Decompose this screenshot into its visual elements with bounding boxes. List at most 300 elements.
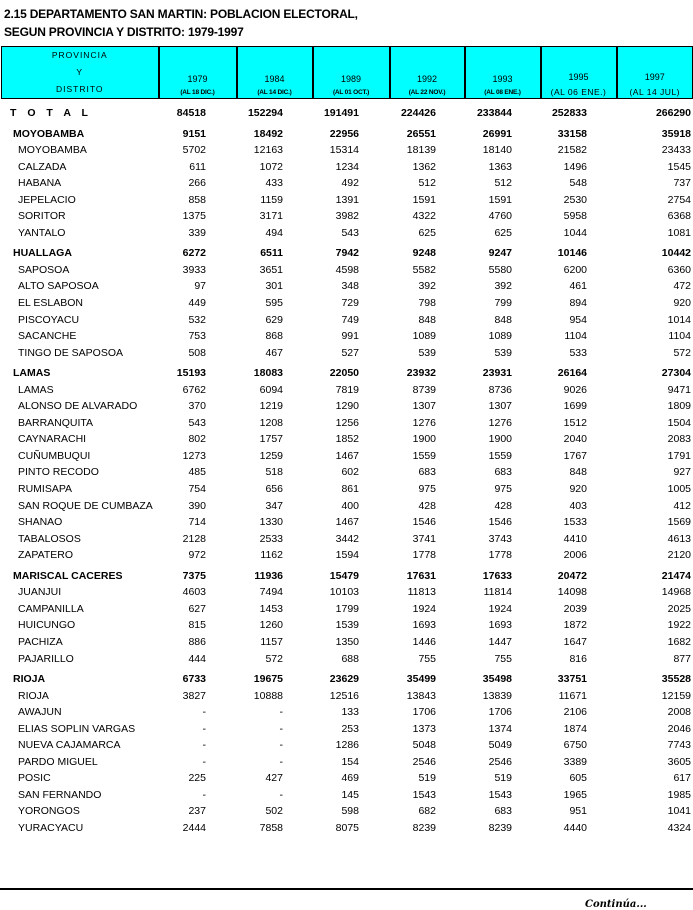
row-label: HUALLAGA bbox=[13, 247, 72, 260]
cell-value: 370 bbox=[188, 400, 206, 413]
cell-value: 467 bbox=[265, 346, 283, 359]
cell-value: 27304 bbox=[661, 367, 691, 380]
row-label: RIOJA bbox=[13, 673, 46, 686]
cell-value: 877 bbox=[673, 652, 691, 665]
cell-value: 848 bbox=[494, 313, 512, 326]
cell-value: 253 bbox=[341, 722, 359, 735]
cell-value: 625 bbox=[418, 226, 436, 239]
cell-value: 1446 bbox=[412, 635, 436, 648]
cell-value: 802 bbox=[188, 433, 206, 446]
cell-value: 3741 bbox=[412, 532, 436, 545]
cell-value: 991 bbox=[341, 330, 359, 343]
cell-value: 6368 bbox=[667, 210, 691, 223]
cell-value: 2533 bbox=[259, 532, 283, 545]
cell-value: 629 bbox=[265, 313, 283, 326]
cell-value: 548 bbox=[569, 177, 587, 190]
cell-value: 5049 bbox=[488, 739, 512, 752]
row-label: HUICUNGO bbox=[18, 619, 76, 632]
cell-value: 975 bbox=[494, 483, 512, 496]
province-row bbox=[0, 365, 693, 382]
cell-value: 3171 bbox=[259, 210, 283, 223]
cell-value: 1219 bbox=[259, 400, 283, 413]
cell-value: 6511 bbox=[260, 247, 283, 260]
cell-value: 4410 bbox=[563, 532, 587, 545]
row-label: CAYNARACHI bbox=[18, 433, 87, 446]
cell-value: 348 bbox=[341, 280, 359, 293]
header-col-1993 bbox=[465, 47, 541, 99]
cell-value: 3743 bbox=[488, 532, 512, 545]
cell-value: 2530 bbox=[563, 193, 587, 206]
cell-value: 1569 bbox=[667, 516, 691, 529]
row-label: PISCOYACU bbox=[18, 313, 80, 326]
district-row bbox=[0, 262, 693, 279]
cell-value: 894 bbox=[569, 297, 587, 310]
cell-value: 33751 bbox=[557, 673, 587, 686]
cell-value: 2006 bbox=[563, 549, 587, 562]
cell-value: 26551 bbox=[406, 127, 436, 140]
cell-value: 1350 bbox=[335, 635, 359, 648]
cell-value: 602 bbox=[341, 466, 359, 479]
header-year: 1984 bbox=[264, 74, 285, 84]
cell-value: 1559 bbox=[488, 449, 512, 462]
cell-value: 492 bbox=[341, 177, 359, 190]
cell-value: 18139 bbox=[406, 144, 436, 157]
cell-value: 145 bbox=[341, 788, 359, 801]
cell-value: 1591 bbox=[412, 193, 436, 206]
cell-value: 755 bbox=[418, 652, 436, 665]
cell-value: 5702 bbox=[182, 144, 206, 157]
cell-value: 954 bbox=[569, 313, 587, 326]
cell-value: 1872 bbox=[563, 619, 587, 632]
cell-value: 7494 bbox=[259, 586, 283, 599]
cell-value: 133 bbox=[341, 706, 359, 719]
row-label: YANTALO bbox=[18, 226, 66, 239]
cell-value: 1373 bbox=[412, 722, 436, 735]
cell-value: 5048 bbox=[412, 739, 436, 752]
cell-value: 9026 bbox=[563, 383, 587, 396]
cell-value: 11813 bbox=[407, 586, 436, 599]
cell-value: 428 bbox=[494, 499, 512, 512]
cell-value: 5958 bbox=[563, 210, 587, 223]
province-row bbox=[0, 671, 693, 688]
cell-value: 35499 bbox=[406, 673, 436, 686]
district-row bbox=[0, 295, 693, 312]
cell-value: 975 bbox=[418, 483, 436, 496]
cell-value: 858 bbox=[188, 193, 206, 206]
cell-value: 605 bbox=[569, 772, 587, 785]
district-row bbox=[0, 481, 693, 498]
cell-value: 3605 bbox=[667, 755, 691, 768]
cell-value: 97 bbox=[194, 280, 206, 293]
cell-value: 1104 bbox=[564, 330, 587, 343]
table-title-line2: SEGUN PROVINCIA Y DISTRITO: 1979-1997 bbox=[4, 25, 244, 39]
district-row bbox=[0, 754, 693, 771]
cell-value: 1307 bbox=[488, 400, 512, 413]
cell-value: 1809 bbox=[667, 400, 691, 413]
row-label: SORITOR bbox=[18, 210, 66, 223]
cell-value: 15314 bbox=[329, 144, 359, 157]
cell-value: 5580 bbox=[488, 263, 512, 276]
cell-value: 1276 bbox=[412, 416, 436, 429]
cell-value: 225 bbox=[188, 772, 206, 785]
row-label: SHANAO bbox=[18, 516, 63, 529]
row-label: CALZADA bbox=[18, 160, 67, 173]
row-label: SAN FERNANDO bbox=[18, 788, 102, 801]
cell-value: 4760 bbox=[488, 210, 512, 223]
bottom-rule bbox=[0, 888, 693, 890]
row-label: RUMISAPA bbox=[18, 483, 73, 496]
cell-value: 519 bbox=[418, 772, 436, 785]
cell-value: 1362 bbox=[412, 160, 436, 173]
cell-value: 14968 bbox=[661, 586, 691, 599]
cell-value: 502 bbox=[265, 805, 283, 818]
cell-value: 472 bbox=[673, 280, 691, 293]
row-label: ZAPATERO bbox=[18, 549, 74, 562]
cell-value: 1374 bbox=[488, 722, 512, 735]
cell-value: 972 bbox=[188, 549, 206, 562]
district-row bbox=[0, 737, 693, 754]
cell-value: 12159 bbox=[661, 689, 691, 702]
cell-value: 1757 bbox=[259, 433, 283, 446]
row-label: SAN ROQUE DE CUMBAZA bbox=[18, 499, 153, 512]
cell-value: 1453 bbox=[259, 602, 283, 615]
cell-value: 1965 bbox=[563, 788, 587, 801]
cell-value: 861 bbox=[341, 483, 359, 496]
cell-value: 9247 bbox=[488, 247, 512, 260]
row-label: NUEVA CAJAMARCA bbox=[18, 739, 121, 752]
cell-value: 3389 bbox=[563, 755, 587, 768]
header-date: (AL 06 ENE.) bbox=[550, 87, 607, 97]
district-row bbox=[0, 547, 693, 564]
district-row bbox=[0, 415, 693, 432]
cell-value: 9248 bbox=[412, 247, 436, 260]
cell-value: 485 bbox=[188, 466, 206, 479]
table-header bbox=[1, 46, 693, 99]
cell-value: 688 bbox=[341, 652, 359, 665]
cell-value: 927 bbox=[673, 466, 691, 479]
cell-value: 2128 bbox=[182, 532, 206, 545]
cell-value: 1081 bbox=[667, 226, 691, 239]
cell-value: 3651 bbox=[259, 263, 283, 276]
cell-value: 11936 bbox=[254, 569, 283, 582]
cell-value: 1543 bbox=[488, 788, 512, 801]
district-row bbox=[0, 704, 693, 721]
cell-value: 390 bbox=[188, 499, 206, 512]
cell-value: 1900 bbox=[412, 433, 436, 446]
district-row bbox=[0, 328, 693, 345]
cell-value: 682 bbox=[418, 805, 436, 818]
header-date: (AL 01 OCT.) bbox=[332, 89, 370, 96]
cell-value: 2546 bbox=[412, 755, 436, 768]
row-label: AWAJUN bbox=[18, 706, 62, 719]
district-row bbox=[0, 225, 693, 242]
cell-value: 35498 bbox=[482, 673, 512, 686]
cell-value: 4440 bbox=[563, 821, 587, 834]
cell-value: 1159 bbox=[260, 193, 283, 206]
district-row bbox=[0, 820, 693, 837]
row-label: LAMAS bbox=[18, 383, 54, 396]
cell-value: 1290 bbox=[335, 400, 359, 413]
cell-value: 1778 bbox=[488, 549, 512, 562]
row-label: TINGO DE SAPOSOA bbox=[18, 346, 124, 359]
cell-value: 14098 bbox=[557, 586, 587, 599]
cell-value: 427 bbox=[265, 772, 283, 785]
cell-value: 8736 bbox=[488, 383, 512, 396]
cell-value: 2120 bbox=[667, 549, 691, 562]
cell-value: 543 bbox=[188, 416, 206, 429]
header-year: 1997 bbox=[644, 72, 665, 82]
cell-value: 799 bbox=[494, 297, 512, 310]
province-row bbox=[0, 245, 693, 262]
row-label: PINTO RECODO bbox=[18, 466, 99, 479]
district-row bbox=[0, 192, 693, 209]
cell-value: 1162 bbox=[260, 549, 283, 562]
header-col-1992 bbox=[390, 47, 465, 99]
cell-value: 617 bbox=[673, 772, 691, 785]
cell-value: 1014 bbox=[667, 313, 691, 326]
district-row bbox=[0, 498, 693, 515]
cell-value: 469 bbox=[341, 772, 359, 785]
cell-value: 2040 bbox=[563, 433, 587, 446]
cell-value: - bbox=[202, 788, 206, 801]
total-row bbox=[0, 105, 693, 122]
cell-value: 4613 bbox=[667, 532, 691, 545]
header-date: (AL 14 DIC.) bbox=[257, 89, 292, 96]
cell-value: 22956 bbox=[329, 127, 359, 140]
cell-value: 4598 bbox=[335, 263, 359, 276]
cell-value: 6750 bbox=[563, 739, 587, 752]
header-year: 1992 bbox=[416, 74, 438, 84]
row-label: JUANJUI bbox=[18, 586, 62, 599]
cell-value: 1545 bbox=[667, 160, 691, 173]
district-row bbox=[0, 688, 693, 705]
cell-value: 19675 bbox=[253, 673, 283, 686]
cell-value: 1467 bbox=[335, 449, 359, 462]
cell-value: 3442 bbox=[335, 532, 359, 545]
row-label: MOYOBAMBA bbox=[13, 127, 85, 140]
cell-value: 886 bbox=[188, 635, 206, 648]
cell-value: 233844 bbox=[476, 107, 512, 119]
cell-value: 11671 bbox=[558, 689, 587, 702]
district-row bbox=[0, 208, 693, 225]
cell-value: 266 bbox=[188, 177, 206, 190]
cell-value: 848 bbox=[418, 313, 436, 326]
cell-value: 10146 bbox=[557, 247, 587, 260]
cell-value: 539 bbox=[494, 346, 512, 359]
cell-value: 301 bbox=[265, 280, 283, 293]
cell-value: 18140 bbox=[482, 144, 512, 157]
header-label-provincia: PROVINCIA bbox=[51, 50, 108, 60]
district-row bbox=[0, 634, 693, 651]
cell-value: 6762 bbox=[182, 383, 206, 396]
cell-value: 527 bbox=[341, 346, 359, 359]
cell-value: 3933 bbox=[182, 263, 206, 276]
cell-value: 512 bbox=[418, 177, 436, 190]
cell-value: 1512 bbox=[563, 416, 587, 429]
cell-value: 798 bbox=[418, 297, 436, 310]
cell-value: 8239 bbox=[412, 821, 436, 834]
cell-value: 8075 bbox=[335, 821, 359, 834]
cell-value: 1504 bbox=[667, 416, 691, 429]
cell-value: 920 bbox=[569, 483, 587, 496]
district-row bbox=[0, 770, 693, 787]
cell-value: 1234 bbox=[335, 160, 359, 173]
row-label: ALTO SAPOSOA bbox=[18, 280, 99, 293]
cell-value: 1693 bbox=[488, 619, 512, 632]
district-row bbox=[0, 787, 693, 804]
continue-label: Continúa... bbox=[585, 899, 647, 910]
cell-value: 35918 bbox=[661, 127, 691, 140]
cell-value: 1693 bbox=[412, 619, 436, 632]
cell-value: 1467 bbox=[335, 516, 359, 529]
cell-value: 17631 bbox=[406, 569, 436, 582]
cell-value: - bbox=[279, 739, 283, 752]
cell-value: 26991 bbox=[482, 127, 512, 140]
district-row bbox=[0, 464, 693, 481]
cell-value: 494 bbox=[265, 226, 283, 239]
cell-value: 755 bbox=[494, 652, 512, 665]
cell-value: - bbox=[279, 788, 283, 801]
cell-value: 15193 bbox=[176, 367, 206, 380]
cell-value: 2046 bbox=[667, 722, 691, 735]
cell-value: 1924 bbox=[412, 602, 436, 615]
cell-value: 1924 bbox=[488, 602, 512, 615]
district-row bbox=[0, 514, 693, 531]
cell-value: 1363 bbox=[488, 160, 512, 173]
cell-value: 347 bbox=[265, 499, 283, 512]
cell-value: 1591 bbox=[488, 193, 512, 206]
cell-value: 1791 bbox=[667, 449, 691, 462]
cell-value: 4322 bbox=[412, 210, 436, 223]
header-date: (AL 08 ENE.) bbox=[484, 89, 521, 96]
cell-value: - bbox=[202, 706, 206, 719]
cell-value: 1799 bbox=[335, 602, 359, 615]
cell-value: 2546 bbox=[488, 755, 512, 768]
header-date: (AL 14 JUL) bbox=[629, 87, 681, 97]
cell-value: 1447 bbox=[488, 635, 512, 648]
cell-value: 1089 bbox=[488, 330, 512, 343]
cell-value: 1594 bbox=[335, 549, 359, 562]
district-row bbox=[0, 584, 693, 601]
cell-value: 729 bbox=[341, 297, 359, 310]
cell-value: 6733 bbox=[182, 673, 206, 686]
cell-value: 412 bbox=[673, 499, 691, 512]
row-label: RIOJA bbox=[18, 689, 49, 702]
cell-value: 1559 bbox=[412, 449, 436, 462]
row-label: BARRANQUITA bbox=[18, 416, 94, 429]
cell-value: 433 bbox=[265, 177, 283, 190]
cell-value: 815 bbox=[188, 619, 206, 632]
cell-value: - bbox=[279, 722, 283, 735]
cell-value: 23629 bbox=[329, 673, 359, 686]
cell-value: 1089 bbox=[412, 330, 436, 343]
district-row bbox=[0, 531, 693, 548]
cell-value: 7942 bbox=[335, 247, 359, 260]
cell-value: 1044 bbox=[563, 226, 587, 239]
cell-value: 3982 bbox=[335, 210, 359, 223]
cell-value: 18083 bbox=[253, 367, 283, 380]
cell-value: 152294 bbox=[247, 107, 283, 119]
header-date: (AL 18 DIC.) bbox=[180, 89, 215, 96]
cell-value: 237 bbox=[188, 805, 206, 818]
cell-value: 1072 bbox=[259, 160, 283, 173]
row-label: PARDO MIGUEL bbox=[18, 755, 98, 768]
row-label: CAMPANILLA bbox=[18, 602, 84, 615]
cell-value: 1706 bbox=[412, 706, 436, 719]
cell-value: 512 bbox=[494, 177, 512, 190]
cell-value: 2106 bbox=[563, 706, 587, 719]
cell-value: 339 bbox=[188, 226, 206, 239]
cell-value: 7819 bbox=[335, 383, 359, 396]
cell-value: 403 bbox=[569, 499, 587, 512]
cell-value: 1276 bbox=[488, 416, 512, 429]
row-label: TABALOSOS bbox=[18, 532, 81, 545]
header-year: 1979 bbox=[187, 74, 208, 84]
cell-value: 656 bbox=[265, 483, 283, 496]
cell-value: 1706 bbox=[488, 706, 512, 719]
cell-value: 2083 bbox=[667, 433, 691, 446]
header-col-1984 bbox=[237, 47, 313, 99]
cell-value: 1778 bbox=[412, 549, 436, 562]
cell-value: 3827 bbox=[182, 689, 206, 702]
cell-value: 17633 bbox=[482, 569, 512, 582]
cell-value: 13839 bbox=[482, 689, 512, 702]
row-label: PAJARILLO bbox=[18, 652, 74, 665]
cell-value: 1985 bbox=[667, 788, 691, 801]
row-label: ALONSO DE ALVARADO bbox=[18, 400, 138, 413]
district-row bbox=[0, 431, 693, 448]
cell-value: 1852 bbox=[335, 433, 359, 446]
district-row bbox=[0, 345, 693, 362]
cell-value: 400 bbox=[341, 499, 359, 512]
cell-value: 23931 bbox=[482, 367, 512, 380]
header-date: (AL 22 NOV.) bbox=[408, 89, 446, 96]
cell-value: 868 bbox=[265, 330, 283, 343]
cell-value: 4324 bbox=[667, 821, 691, 834]
header-year: 1989 bbox=[340, 74, 362, 84]
cell-value: 1391 bbox=[335, 193, 359, 206]
cell-value: 683 bbox=[418, 466, 436, 479]
cell-value: 1682 bbox=[667, 635, 691, 648]
cell-value: 84518 bbox=[176, 107, 206, 119]
district-row bbox=[0, 448, 693, 465]
header-col-1989 bbox=[313, 47, 390, 99]
cell-value: 7375 bbox=[182, 569, 206, 582]
row-label: PACHIZA bbox=[18, 635, 63, 648]
cell-value: 749 bbox=[341, 313, 359, 326]
cell-value: 1874 bbox=[563, 722, 587, 735]
cell-value: 1273 bbox=[182, 449, 206, 462]
district-row bbox=[0, 278, 693, 295]
header-label-y: Y bbox=[76, 67, 84, 77]
cell-value: 627 bbox=[188, 602, 206, 615]
cell-value: 1699 bbox=[563, 400, 587, 413]
cell-value: 1375 bbox=[182, 210, 206, 223]
row-label: YURACYACU bbox=[18, 821, 84, 834]
cell-value: 15479 bbox=[329, 569, 359, 582]
row-label: EL ESLABON bbox=[18, 297, 83, 310]
district-row bbox=[0, 159, 693, 176]
cell-value: 6272 bbox=[182, 247, 206, 260]
cell-value: 598 bbox=[341, 805, 359, 818]
cell-value: 595 bbox=[265, 297, 283, 310]
cell-value: 224426 bbox=[400, 107, 436, 119]
row-label: SACANCHE bbox=[18, 330, 77, 343]
cell-value: 1259 bbox=[259, 449, 283, 462]
cell-value: 1005 bbox=[667, 483, 691, 496]
cell-value: 8239 bbox=[488, 821, 512, 834]
cell-value: 2039 bbox=[563, 602, 587, 615]
